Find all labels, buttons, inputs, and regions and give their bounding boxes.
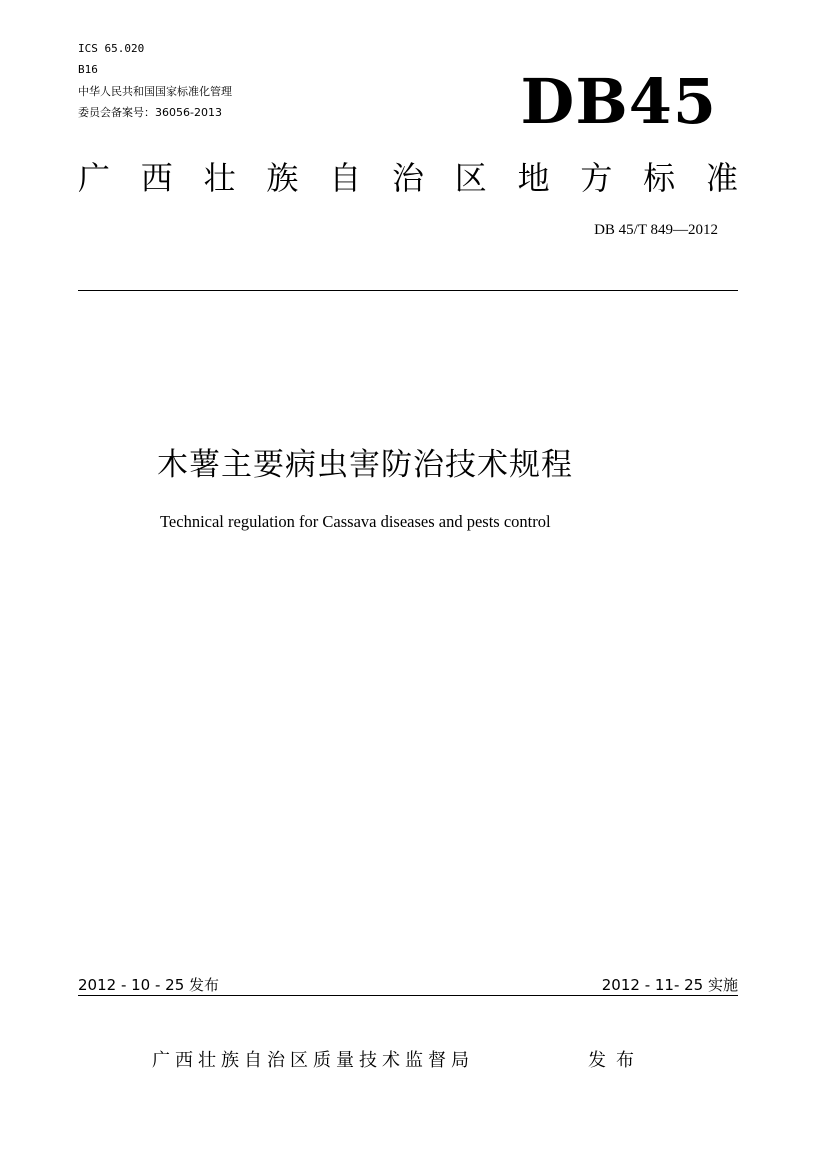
bottom-divider (78, 995, 738, 996)
db45-logo: DB45 (520, 65, 717, 138)
implement-date: 2012 - 11- 25 实施 (601, 976, 738, 994)
issuer-name: 广西壮族自治区质量技术监督局 (152, 1050, 474, 1071)
ics-number: ICS 65.020 (78, 42, 145, 55)
top-divider (78, 290, 738, 291)
standard-type-char: 标 (643, 159, 676, 197)
standard-type-char: 西 (140, 159, 173, 197)
standard-type-char: 治 (391, 159, 424, 197)
standard-type-char: 自 (329, 159, 362, 197)
standard-code: DB 45/T 849—2012 (594, 222, 718, 238)
title-chinese: 木薯主要病虫害防治技术规程 (157, 447, 573, 483)
standard-type-char: 族 (266, 159, 299, 197)
classification-code: B16 (78, 63, 98, 76)
standard-type-char: 准 (705, 159, 738, 197)
title-english: Technical regulation for Cassava diseases and pests control (160, 512, 551, 531)
committee-name: 中华人民共和国国家标准化管理 (78, 85, 232, 98)
record-number: 委员会备案号：36056-2013 (78, 106, 222, 119)
standard-type-char: 壮 (203, 159, 236, 197)
issue-label: 发布 (588, 1050, 644, 1071)
publish-date: 2012 - 10 - 25 发布 (78, 976, 220, 994)
standard-type-char: 区 (454, 159, 487, 197)
standard-type-char: 方 (580, 159, 613, 197)
standard-type-char: 地 (517, 159, 550, 197)
standard-type-char: 广 (78, 159, 111, 197)
standard-type-heading (78, 158, 738, 198)
